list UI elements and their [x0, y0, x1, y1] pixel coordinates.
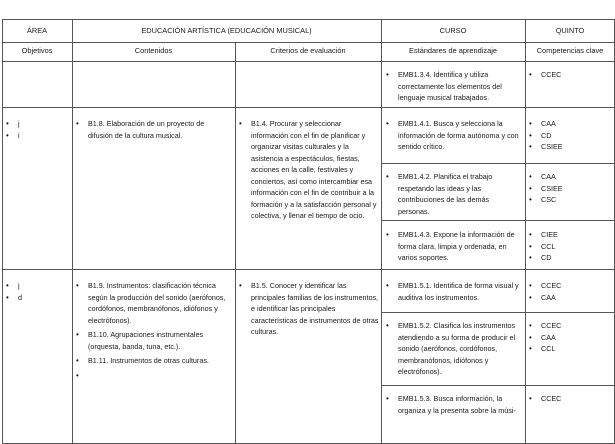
header-grade: QUINTO [555, 26, 585, 35]
column-header-objectives: Objetivos [21, 46, 53, 55]
competence-item: • CD [527, 130, 613, 142]
competence-item: • CCEC [527, 69, 613, 81]
subrow-divider [381, 163, 615, 164]
column-header-competences: Competencias clave [536, 46, 604, 55]
objectives-list [4, 280, 70, 303]
competence-item: • CCL [527, 241, 613, 253]
competence-item: • CCEC [527, 320, 613, 332]
standard-item [384, 118, 522, 153]
header-area: ÁREA [26, 26, 48, 35]
criteria-text: • B1.5. Conocer y identificar las principales familias de los instrumentos, e identificar las principales características de instrumentos de otras culturas. [237, 280, 379, 338]
subrow-divider [381, 312, 615, 313]
criteria-list [237, 280, 379, 338]
row-divider [2, 269, 615, 270]
objectives-list [4, 118, 70, 141]
competence-item: • CAA [527, 171, 613, 183]
criteria-text: • B1.4. Procurar y seleccionar información con el fin de planificar y organizar visitas culturales y la asistencia a espectáculos, fiestas, acciones en la calle, festivales y conciertos, así como intercambiar esa información con el fin de contribuir a la formación y a la satisfacción personal y colectiva, y llenar el tiempo de ocio. [237, 118, 379, 222]
divider [525, 42, 526, 444]
contents-list [74, 280, 230, 384]
header-course: CURSO [439, 26, 467, 35]
competence-list [527, 171, 613, 206]
standard-text: • EMB1.5.2. Clasifica los instrumentos atendiendo a su forma de producir el sonido (aerófonos, cordófonos, membranófonos, idiófonos y electrófonos). [384, 320, 522, 378]
divider [2, 42, 615, 43]
competence-item: • CSIEE [527, 141, 613, 153]
standard-item [384, 320, 522, 378]
standard-item [384, 229, 522, 264]
divider [381, 42, 382, 444]
header-subject: EDUCACIÓN ARTÍSTICA (EDUCACIÓN MUSICAL) [141, 26, 312, 35]
competence-list [527, 393, 613, 405]
column-header-standards: Estándares de aprendizaje [409, 46, 497, 55]
competence-item: • CIEE [527, 229, 613, 241]
column-header-contents: Contenidos [134, 46, 173, 55]
competence-list [527, 280, 613, 303]
competence-item: • CCEC [527, 393, 613, 405]
competence-item: • CSIEE [527, 183, 613, 195]
content-item: • B1.11. Instrumentos de otras culturas. [74, 355, 230, 367]
competence-item: • CAA [527, 118, 613, 130]
standard-item [384, 69, 522, 104]
standard-text: • EMB1.4.2. Planifica el trabajo respetando las ideas y las contribuciones de las demás personas. [384, 171, 522, 217]
competence-item: • CCEC [527, 280, 613, 292]
competence-item: • CCL [527, 343, 613, 355]
competence-list [527, 320, 613, 355]
standard-item [384, 171, 522, 217]
objective-item: • i [4, 130, 70, 142]
divider [72, 42, 73, 444]
content-item [74, 370, 230, 382]
standard-text: • EMB1.5.1. Identifica de forma visual y auditiva los instrumentos. [384, 280, 522, 303]
column-header-criteria: Criterios de evaluación [270, 46, 346, 55]
competence-list [527, 118, 613, 153]
objective-item: • j [4, 118, 70, 130]
standard-text: • EMB1.4.1. Busca y selecciona la información de forma autónoma y con sentido crítico. [384, 118, 522, 153]
content-item: • B1.9. Instrumentos: clasificación técnica según la producción del sonido (aerófonos, cordófonos, membranófonos, idiófonos y electrófonos). [74, 280, 230, 326]
competence-item: • CD [527, 252, 613, 264]
objective-item: • j [4, 280, 70, 292]
standard-item [384, 280, 522, 303]
competence-item: • CAA [527, 332, 613, 344]
content-item: • B1.10. Agrupaciones instrumentales (orquesta, banda, tuna, etc.). [74, 329, 230, 352]
divider [2, 61, 615, 62]
subrow-divider [381, 385, 615, 386]
competence-list [527, 229, 613, 264]
row-divider [2, 107, 615, 108]
competence-list [527, 69, 613, 81]
divider [235, 42, 236, 444]
contents-list [74, 118, 230, 141]
competence-item: • CAA [527, 292, 613, 304]
standard-item [384, 393, 522, 416]
competence-item: • CSC [527, 194, 613, 206]
standard-text: • EMB1.5.3. Busca información, la organiza y la presenta sobre la músi- [384, 393, 522, 416]
standard-text: • EMB1.4.3. Expone la información de forma clara, limpia y ordenada, en varios soportes. [384, 229, 522, 264]
standard-text: • EMB1.3.4. Identifica y utiliza correctamente los elementos del lenguaje musical trabajados. [384, 69, 522, 104]
objective-item: • d [4, 292, 70, 304]
content-item: • B1.8. Elaboración de un proyecto de difusión de la cultura musical. [74, 118, 230, 141]
criteria-list [237, 118, 379, 222]
subrow-divider [381, 220, 615, 221]
